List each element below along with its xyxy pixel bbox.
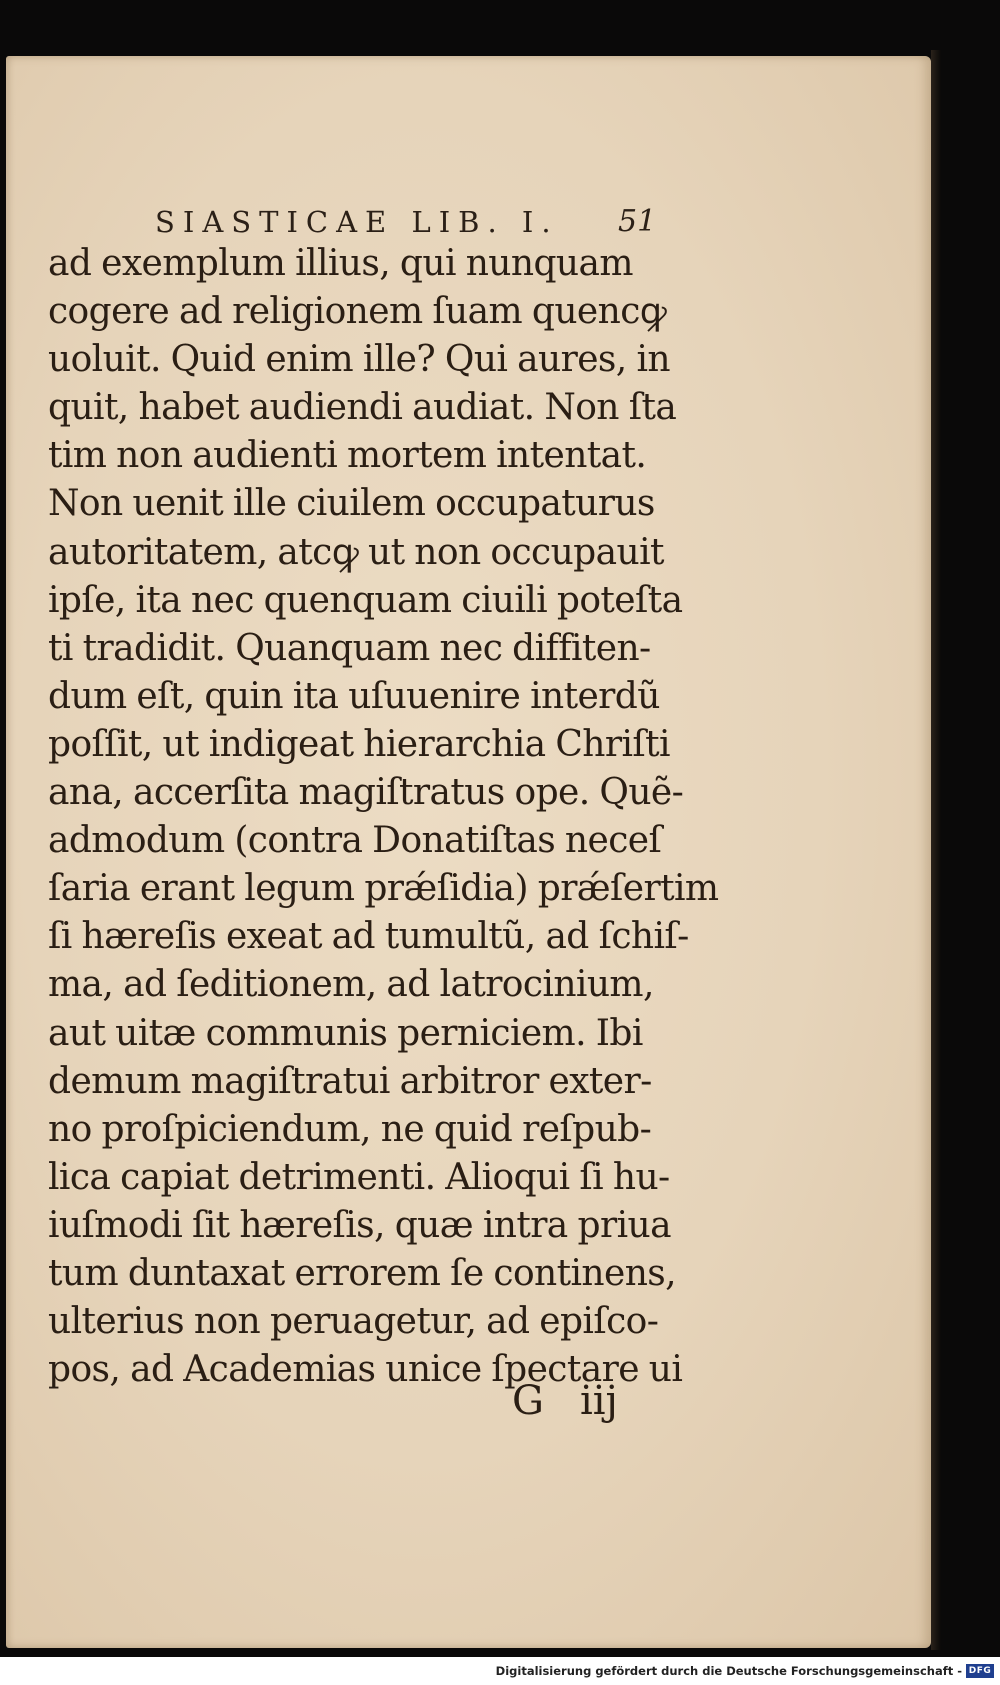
text-line: dum eſt, quin ita uſuuenire interdũ (48, 675, 660, 717)
text-line: ti tradidit. Quanquam nec diffiten- (48, 627, 651, 669)
text-line: ſi hæreſis exeat ad tumultũ, ad ſchiſ- (48, 916, 689, 958)
text-line: demum magiſtratui arbitror exter- (48, 1060, 652, 1102)
text-line: cogere ad religionem ſuam quencꝙ (48, 291, 667, 333)
signature-mark (512, 1378, 618, 1424)
dfg-logo: DFG (966, 1664, 994, 1678)
text-line: uoluit. Quid enim ille? Qui aures, in (48, 339, 670, 381)
text-line: pos, ad Academias unice ſpectare ui (48, 1349, 683, 1391)
signature-letter: G (512, 1378, 544, 1424)
footer-bar (0, 1657, 1000, 1685)
text-line: ana, accerſita magiſtratus ope. Quẽ- (48, 772, 684, 814)
running-head: SIASTICAE LIB. I. (155, 205, 559, 239)
text-line: Non uenit ille ciuilem occupaturus (48, 483, 655, 525)
signature-number: iij (579, 1378, 618, 1424)
page-number: 51 (618, 204, 657, 239)
text-line: admodum (contra Donatiſtas neceſ (48, 820, 662, 862)
text-line: no proſpiciendum, ne quid reſpub- (48, 1108, 652, 1150)
text-line: poſſit, ut indigeat hierarchia Chriſti (48, 723, 670, 765)
text-line: ulterius non peruagetur, ad epiſco- (48, 1301, 659, 1343)
text-block (48, 240, 719, 1394)
text-line: ma, ad ſeditionem, ad latrocinium, (48, 964, 654, 1006)
text-line: iuſmodi ſit hæreſis, quæ intra priua (48, 1204, 671, 1246)
text-line: aut uitæ communis perniciem. Ibi (48, 1012, 643, 1054)
text-line: autoritatem, atcꝙ ut non occupauit (48, 531, 664, 573)
book-edge (931, 50, 941, 1650)
text-line: ſaria erant legum prǽſidia) prǽſertim (48, 868, 719, 910)
text-line: tim non audienti mortem intentat. (48, 435, 647, 477)
funding-credit: Digitalisierung gefördert durch die Deutsche Forschungsgemeinschaft - (495, 1664, 962, 1678)
text-line: ipſe, ita nec quenquam ciuili poteſta (48, 579, 683, 621)
text-line: lica capiat detrimenti. Alioqui ſi hu- (48, 1156, 670, 1198)
text-line: quit, habet audiendi audiat. Non ſta (48, 387, 677, 429)
text-line: ad exemplum illius, qui nunquam (48, 243, 633, 284)
text-line: tum duntaxat errorem ſe continens, (48, 1252, 677, 1294)
